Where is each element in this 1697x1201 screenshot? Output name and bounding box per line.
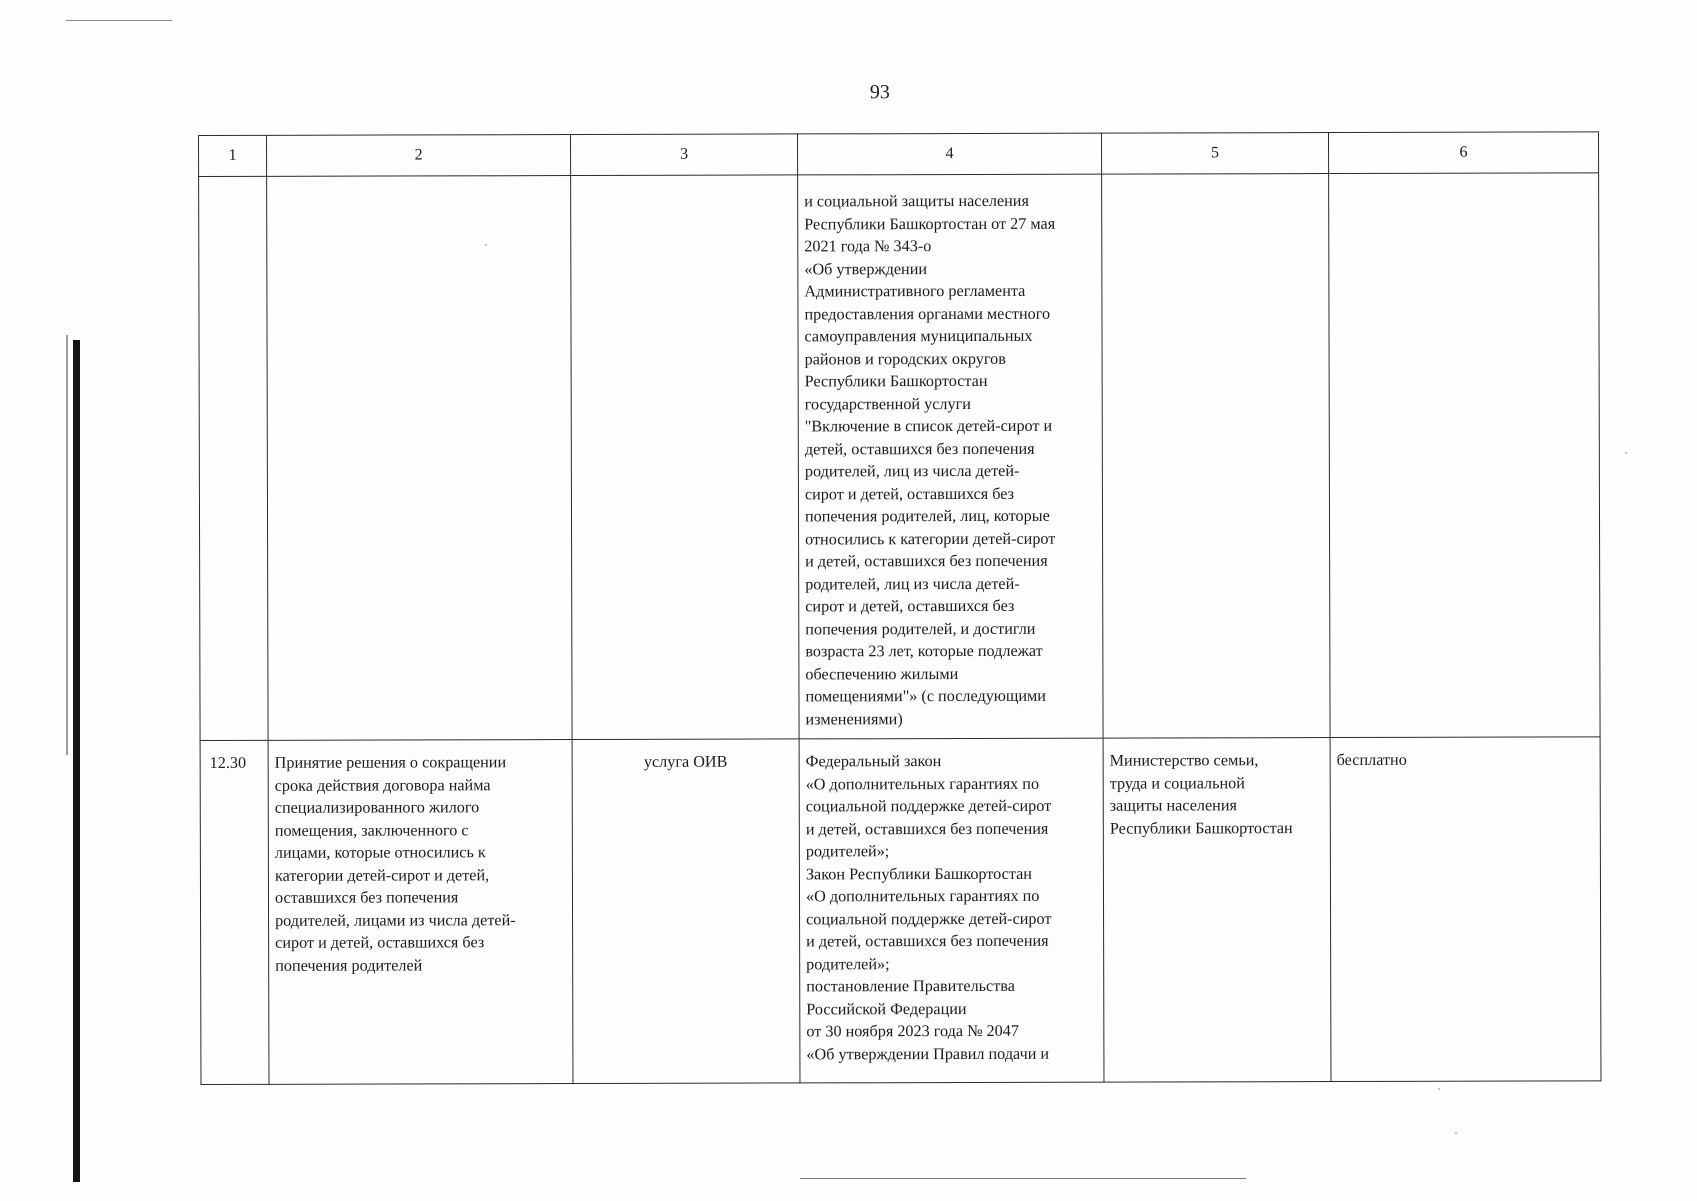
service-type-cell (571, 175, 799, 740)
table-header-row (199, 132, 1599, 177)
service-name-cell: Принятие решения о сокращении срока действия договора найма специализированного жилого помещения, заключенного с лицами, которые относились к категории детей-сирот и детей, оставшихся без попечения родителей, лицами из числа детей- сирот и детей, оставшихся без попечения родителей (268, 740, 573, 1085)
authority-cell: Министерство семьи, труда и социальной защиты населения Республики Башкортостан (1103, 738, 1331, 1083)
fee-cell (1329, 173, 1600, 738)
column-number-4: 4 (797, 133, 1101, 175)
column-number-3: 3 (571, 134, 798, 176)
legal-basis-cell: Федеральный закон «О дополнительных гарантиях по социальной поддержке детей-сирот и детей, оставшихся без попечения родителей»; Закон Республики Башкортостан «О дополнительных гарантиях по социальной поддержке детей-сирот и детей, оставшихся без попечения родителей»; постановление Правительства Российской Федерации от 30 ноября 2023 года № 2047 «Об утверждении Правил подачи и (799, 738, 1104, 1083)
row-number-cell (199, 176, 268, 740)
service-name-cell (267, 176, 572, 741)
services-table (198, 131, 1601, 1085)
service-type-cell: услуга ОИВ (572, 739, 800, 1084)
row-number-cell: 12.30 (200, 740, 269, 1084)
page-number: 93 (869, 81, 890, 104)
table-row (200, 737, 1601, 1085)
column-number-6: 6 (1328, 132, 1598, 174)
column-number-2: 2 (267, 135, 571, 177)
column-number-1: 1 (199, 135, 267, 176)
table-row (199, 173, 1600, 741)
column-number-5: 5 (1101, 133, 1328, 175)
authority-cell (1102, 174, 1330, 739)
fee-cell: бесплатно (1330, 737, 1601, 1082)
legal-basis-cell: и социальной защиты населения Республики Башкортостан от 27 мая 2021 года № 343-о «Об утверждении Административного регламента предоставления органами местного самоуправления муниципальных районов и городских округов Республики Башкортостан государственной услуги "Включение в список детей-сирот и детей, оставшихся без попечения родителей, лиц из числа детей- сирот и детей, оставшихся без попечения родителей, лиц, которые относились к категории детей-сирот и детей, оставшихся без попечения родителей, лиц из числа детей- сирот и детей, оставшихся без попечения родителей, и достигли возраста 23 лет, которые подлежат обеспечению жилыми помещениями"» (с последующими изменениями) (798, 174, 1103, 739)
